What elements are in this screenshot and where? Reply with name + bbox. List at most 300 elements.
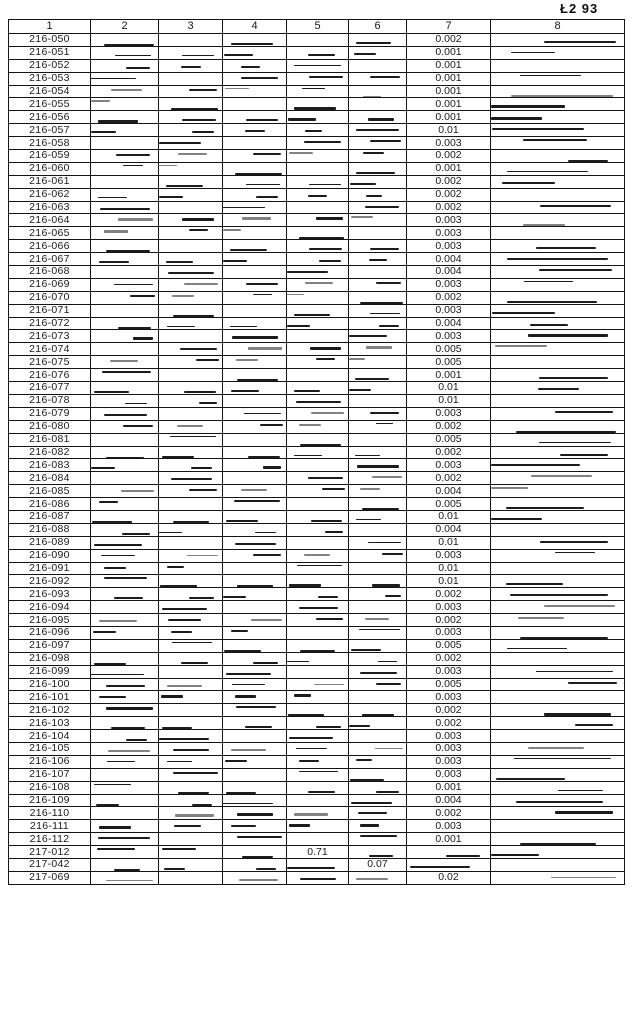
empty-cell (91, 498, 159, 511)
scan-artifact (507, 648, 567, 650)
scan-artifact (376, 683, 401, 685)
column-header-8: 8 (491, 20, 625, 34)
scan-artifact (539, 377, 608, 379)
empty-cell (491, 394, 625, 407)
empty-cell (223, 459, 287, 472)
scan-artifact (507, 171, 588, 173)
empty-cell (491, 124, 625, 137)
empty-cell (91, 485, 159, 498)
empty-cell (349, 717, 407, 730)
empty-cell (223, 601, 287, 614)
sample-id-cell: 216-081 (9, 433, 91, 446)
empty-cell (491, 137, 625, 150)
scan-artifact (294, 455, 321, 457)
scan-artifact (366, 346, 392, 348)
empty-cell (223, 639, 287, 652)
empty-cell (287, 665, 349, 678)
scan-artifact (130, 295, 155, 297)
empty-cell (91, 859, 159, 872)
scan-artifact (114, 597, 143, 599)
empty-cell (159, 665, 223, 678)
empty-cell (287, 356, 349, 369)
scan-artifact (235, 543, 276, 545)
table-row (9, 820, 625, 833)
scan-artifact (230, 249, 267, 251)
empty-cell (287, 382, 349, 395)
empty-cell (491, 523, 625, 536)
empty-cell (287, 459, 349, 472)
table-header (9, 20, 625, 34)
value-cell: 0.003 (407, 820, 491, 833)
scan-artifact (349, 335, 387, 337)
value-cell: 0.003 (407, 549, 491, 562)
scan-artifact (368, 118, 394, 120)
scan-artifact (325, 531, 343, 533)
scan-artifact (121, 490, 154, 492)
empty-cell (159, 833, 223, 846)
empty-cell (287, 575, 349, 588)
table-row (9, 317, 625, 330)
sample-id-cell: 216-082 (9, 446, 91, 459)
scan-artifact (106, 880, 153, 882)
empty-cell (223, 523, 287, 536)
empty-cell (349, 704, 407, 717)
scan-artifact (189, 489, 217, 491)
empty-cell (349, 549, 407, 562)
scan-artifact (94, 784, 131, 786)
empty-cell (287, 98, 349, 111)
scan-artifact (351, 802, 392, 804)
empty-cell (349, 291, 407, 304)
table-row (9, 227, 625, 240)
value-cell: 0.001 (407, 98, 491, 111)
sample-id-cell: 216-066 (9, 240, 91, 253)
scan-artifact (100, 208, 150, 210)
empty-cell (287, 291, 349, 304)
sample-id-cell: 216-102 (9, 704, 91, 717)
empty-cell (91, 665, 159, 678)
empty-cell (91, 278, 159, 291)
value-cell: 0.002 (407, 652, 491, 665)
scan-artifact (191, 467, 212, 469)
scan-artifact (370, 412, 399, 414)
empty-cell (159, 472, 223, 485)
empty-cell (491, 175, 625, 188)
sample-id-cell: 216-064 (9, 214, 91, 227)
table-row (9, 72, 625, 85)
scan-artifact (349, 358, 365, 360)
empty-cell (223, 98, 287, 111)
scan-artifact (528, 334, 608, 336)
sample-id-cell: 216-089 (9, 536, 91, 549)
scan-artifact (223, 207, 265, 209)
empty-cell (491, 601, 625, 614)
empty-cell (287, 85, 349, 98)
value-cell: 0.002 (407, 34, 491, 47)
table-row (9, 691, 625, 704)
empty-cell (91, 304, 159, 317)
empty-cell (491, 278, 625, 291)
empty-cell (91, 137, 159, 150)
empty-cell (491, 498, 625, 511)
scan-artifact (536, 671, 613, 673)
empty-cell (91, 472, 159, 485)
value-cell: 0.003 (407, 278, 491, 291)
scan-artifact (256, 196, 279, 198)
empty-cell (287, 859, 349, 872)
empty-cell (287, 820, 349, 833)
empty-cell (159, 382, 223, 395)
empty-cell (287, 472, 349, 485)
empty-cell (223, 59, 287, 72)
empty-cell (491, 665, 625, 678)
empty-cell (91, 59, 159, 72)
scan-artifact (296, 748, 327, 750)
empty-cell (287, 871, 349, 884)
empty-cell (91, 846, 159, 859)
scan-artifact (555, 411, 614, 413)
scan-artifact (539, 442, 611, 444)
empty-cell (491, 201, 625, 214)
empty-cell (223, 162, 287, 175)
value-cell: 0.003 (407, 742, 491, 755)
empty-cell (349, 846, 407, 859)
empty-cell (159, 549, 223, 562)
empty-cell (287, 201, 349, 214)
empty-cell (91, 343, 159, 356)
empty-cell (287, 833, 349, 846)
empty-cell (407, 859, 491, 872)
value-cell: 0.001 (407, 59, 491, 72)
empty-cell (349, 614, 407, 627)
sample-id-cell: 216-052 (9, 59, 91, 72)
scan-artifact (492, 312, 555, 314)
empty-cell (349, 162, 407, 175)
scan-artifact (289, 584, 321, 586)
scan-artifact (91, 131, 116, 133)
empty-cell (349, 742, 407, 755)
scan-artifact (360, 488, 380, 490)
empty-cell (223, 330, 287, 343)
scan-artifact (495, 345, 547, 347)
value-cell: 0.003 (407, 137, 491, 150)
empty-cell (91, 742, 159, 755)
value-cell: 0.001 (407, 46, 491, 59)
value-cell: 0.002 (407, 150, 491, 163)
empty-cell (159, 124, 223, 137)
scan-artifact (308, 54, 335, 56)
value-cell: 0.002 (407, 420, 491, 433)
value-cell: 0.002 (407, 807, 491, 820)
sample-id-cell: 216-078 (9, 394, 91, 407)
scan-artifact (91, 100, 110, 102)
empty-cell (491, 781, 625, 794)
empty-cell (159, 150, 223, 163)
table-row (9, 240, 625, 253)
value-cell: 0.07 (349, 859, 407, 872)
sample-id-cell: 216-108 (9, 781, 91, 794)
empty-cell (287, 253, 349, 266)
sample-id-cell: 216-087 (9, 510, 91, 523)
empty-cell (91, 124, 159, 137)
empty-cell (349, 214, 407, 227)
scan-artifact (118, 218, 154, 220)
scan-artifact (101, 555, 135, 557)
value-cell: 0.003 (407, 665, 491, 678)
scan-artifact (376, 791, 399, 793)
empty-cell (349, 343, 407, 356)
value-cell: 0.003 (407, 768, 491, 781)
sample-id-cell: 217-042 (9, 859, 91, 872)
scan-artifact (491, 105, 565, 107)
value-cell: 0.005 (407, 498, 491, 511)
table-row (9, 214, 625, 227)
scan-artifact (314, 684, 344, 686)
empty-cell (159, 588, 223, 601)
empty-cell (287, 407, 349, 420)
scan-artifact (294, 314, 330, 316)
value-cell: 0.01 (407, 562, 491, 575)
empty-cell (349, 420, 407, 433)
empty-cell (287, 240, 349, 253)
empty-cell (223, 820, 287, 833)
empty-cell (491, 807, 625, 820)
sample-id-cell: 216-094 (9, 601, 91, 614)
scan-artifact (372, 584, 401, 586)
scan-artifact (166, 185, 203, 187)
empty-cell (287, 549, 349, 562)
empty-cell (91, 523, 159, 536)
scan-artifact (133, 337, 152, 339)
empty-cell (91, 407, 159, 420)
scan-artifact (316, 358, 334, 360)
empty-cell (91, 614, 159, 627)
empty-cell (91, 601, 159, 614)
scan-artifact (98, 837, 150, 839)
value-cell: 0.003 (407, 407, 491, 420)
empty-cell (349, 730, 407, 743)
sample-id-cell: 216-097 (9, 639, 91, 652)
empty-cell (287, 369, 349, 382)
empty-cell (287, 433, 349, 446)
table-row (9, 34, 625, 47)
scan-artifact (251, 619, 282, 621)
scan-artifact (506, 583, 563, 585)
sample-id-cell: 216-075 (9, 356, 91, 369)
table-row (9, 162, 625, 175)
empty-cell (491, 794, 625, 807)
empty-cell (349, 601, 407, 614)
scan-artifact (539, 269, 612, 271)
empty-cell (91, 820, 159, 833)
scan-artifact (568, 682, 617, 684)
empty-cell (349, 833, 407, 846)
scan-artifact (359, 629, 401, 631)
scan-artifact (236, 359, 258, 361)
empty-cell (349, 278, 407, 291)
scan-artifact (102, 371, 151, 373)
empty-cell (159, 575, 223, 588)
empty-cell (223, 124, 287, 137)
scan-artifact (248, 347, 281, 349)
scan-artifact (181, 66, 201, 68)
empty-cell (159, 162, 223, 175)
scan-artifact (159, 196, 183, 198)
empty-cell (223, 291, 287, 304)
sample-id-cell: 216-074 (9, 343, 91, 356)
scan-artifact (99, 501, 118, 503)
empty-cell (349, 330, 407, 343)
sample-id-cell: 216-059 (9, 150, 91, 163)
table-row (9, 382, 625, 395)
scan-artifact (94, 391, 129, 393)
empty-cell (491, 162, 625, 175)
empty-cell (491, 859, 625, 872)
empty-cell (223, 536, 287, 549)
table-row (9, 498, 625, 511)
empty-cell (491, 510, 625, 523)
empty-cell (91, 678, 159, 691)
scan-artifact (189, 597, 215, 599)
scan-artifact (297, 565, 342, 567)
empty-cell (349, 46, 407, 59)
table-row (9, 717, 625, 730)
table-row (9, 304, 625, 317)
empty-cell (223, 665, 287, 678)
scan-artifact (126, 739, 147, 741)
scan-artifact (299, 607, 339, 609)
table-row (9, 459, 625, 472)
table-row (9, 614, 625, 627)
value-cell: 0.005 (407, 639, 491, 652)
empty-cell (159, 343, 223, 356)
empty-cell (91, 175, 159, 188)
scan-artifact (506, 507, 584, 509)
empty-cell (159, 639, 223, 652)
scan-artifact (104, 577, 147, 579)
column-header-1: 1 (9, 20, 91, 34)
empty-cell (91, 549, 159, 562)
scan-artifact (246, 119, 279, 121)
scan-artifact (322, 488, 345, 490)
empty-cell (491, 304, 625, 317)
empty-cell (349, 304, 407, 317)
scan-artifact (287, 325, 310, 327)
table-row (9, 369, 625, 382)
scan-artifact (510, 594, 608, 596)
scan-artifact (370, 313, 401, 315)
empty-cell (159, 846, 223, 859)
scan-artifact (351, 649, 381, 651)
scan-artifact (241, 489, 267, 491)
empty-cell (349, 137, 407, 150)
scan-artifact (575, 724, 614, 726)
scan-artifact (189, 229, 208, 231)
scan-artifact (491, 464, 580, 466)
empty-cell (159, 768, 223, 781)
scan-artifact (184, 283, 217, 285)
scan-artifact (236, 706, 276, 708)
scan-artifact (287, 867, 335, 869)
scan-artifact (310, 347, 341, 349)
empty-cell (223, 794, 287, 807)
scan-artifact (540, 541, 608, 543)
empty-cell (287, 317, 349, 330)
value-cell: 0.004 (407, 485, 491, 498)
table-row (9, 446, 625, 459)
scan-artifact (305, 130, 323, 132)
scan-artifact (182, 55, 215, 57)
sample-id-cell: 216-057 (9, 124, 91, 137)
empty-cell (159, 652, 223, 665)
empty-cell (349, 536, 407, 549)
sample-id-cell: 216-112 (9, 833, 91, 846)
empty-cell (491, 214, 625, 227)
value-cell: 0.003 (407, 240, 491, 253)
scan-artifact (363, 152, 384, 154)
empty-cell (91, 717, 159, 730)
empty-cell (159, 278, 223, 291)
empty-cell (159, 214, 223, 227)
scan-artifact (356, 759, 372, 761)
empty-cell (91, 111, 159, 124)
scan-artifact (164, 868, 185, 870)
table-row (9, 356, 625, 369)
sample-id-cell: 216-091 (9, 562, 91, 575)
empty-cell (287, 124, 349, 137)
scan-artifact (491, 854, 539, 856)
empty-cell (349, 781, 407, 794)
scan-artifact (358, 812, 387, 814)
empty-cell (223, 781, 287, 794)
sample-id-cell: 216-083 (9, 459, 91, 472)
scan-artifact (174, 825, 200, 827)
empty-cell (223, 704, 287, 717)
empty-cell (349, 510, 407, 523)
sample-id-cell: 216-084 (9, 472, 91, 485)
empty-cell (223, 369, 287, 382)
scan-artifact (288, 118, 317, 120)
empty-cell (91, 72, 159, 85)
empty-cell (491, 85, 625, 98)
column-header-5: 5 (287, 20, 349, 34)
sample-id-cell: 216-086 (9, 498, 91, 511)
value-cell: 0.01 (407, 124, 491, 137)
value-cell: 0.004 (407, 253, 491, 266)
scan-artifact (234, 500, 280, 502)
scan-artifact (356, 129, 399, 131)
scan-artifact (159, 142, 201, 144)
empty-cell (91, 626, 159, 639)
empty-cell (491, 266, 625, 279)
scan-artifact (287, 271, 328, 273)
table-row (9, 523, 625, 536)
empty-cell (287, 755, 349, 768)
table-row (9, 343, 625, 356)
empty-cell (287, 214, 349, 227)
empty-cell (491, 98, 625, 111)
sample-id-cell: 216-092 (9, 575, 91, 588)
sample-id-cell: 216-050 (9, 34, 91, 47)
empty-cell (491, 59, 625, 72)
empty-cell (491, 330, 625, 343)
empty-cell (407, 846, 491, 859)
sample-id-cell: 216-054 (9, 85, 91, 98)
empty-cell (91, 201, 159, 214)
sample-id-cell: 216-104 (9, 730, 91, 743)
scan-artifact (289, 152, 313, 154)
empty-cell (223, 214, 287, 227)
